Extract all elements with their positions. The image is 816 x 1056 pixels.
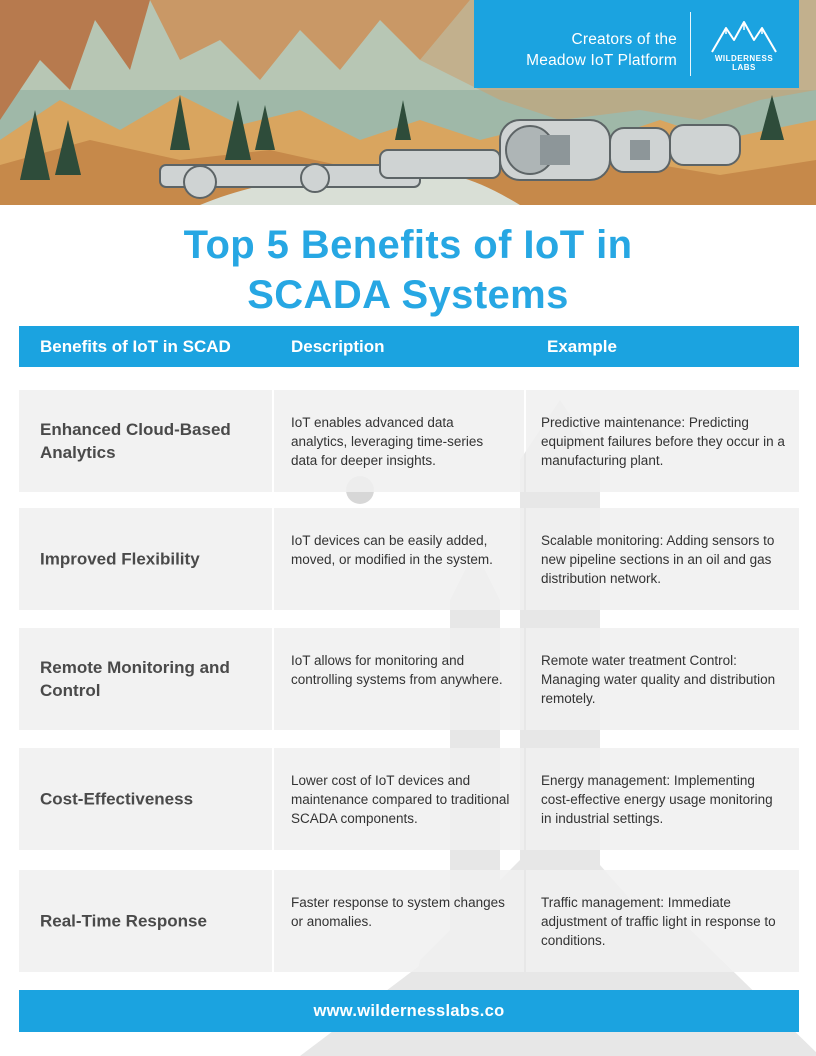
table-row [19,390,799,492]
description-cell [274,870,524,972]
benefit-cell [19,748,272,850]
brand-tagline-line1: Creators of the [571,31,677,48]
description-cell [274,748,524,850]
brand-tagline [457,29,677,71]
table-row [19,508,799,610]
table-row [19,748,799,850]
brand-box [474,0,799,88]
example-cell [526,748,799,850]
example-cell [526,390,799,492]
benefit-description: IoT allows for monitoring and controlling systems from anywhere. [291,653,503,687]
benefit-name: Improved Flexibility [40,549,200,569]
benefit-description: IoT devices can be easily added, moved, or modified in the system. [291,533,493,567]
title-line2: SCADA Systems [247,273,569,317]
example-cell [526,508,799,610]
table-row [19,628,799,730]
benefit-example: Predictive maintenance: Predicting equipment failures before they occur in a manufacturing plant. [541,415,785,468]
mountain-logo-icon [704,18,784,58]
benefit-description: IoT enables advanced data analytics, leveraging time-series data for deeper insights. [291,415,484,468]
example-cell [526,628,799,730]
description-cell [274,390,524,492]
benefit-example: Scalable monitoring: Adding sensors to new pipeline sections in an oil and gas distribution network. [541,533,775,586]
benefit-example: Remote water treatment Control: Managing water quality and distribution remotely. [541,653,776,706]
brand-tagline-line2: Meadow IoT Platform [526,52,677,69]
example-cell [526,870,799,972]
benefit-name: Enhanced Cloud-Based Analytics [40,420,231,462]
benefit-description: Lower cost of IoT devices and maintenance compared to traditional SCADA components. [291,773,510,826]
benefit-cell [19,390,272,492]
benefit-cell [19,870,272,972]
benefit-description: Faster response to system changes or anomalies. [291,895,505,929]
brand-divider [690,12,691,76]
page-title [0,220,816,320]
table-header [19,326,799,367]
benefit-name: Real-Time Response [40,911,207,931]
wilderness-labs-logo [704,18,784,72]
benefit-name: Cost-Effectiveness [40,789,194,809]
benefit-cell [19,628,272,730]
table-row [19,870,799,972]
column-header-example: Example [547,337,617,356]
column-header-benefit: Benefits of IoT in SCAD [40,337,231,356]
description-cell [274,628,524,730]
footer-website-link[interactable]: www.wildernesslabs.co [19,990,799,1032]
benefit-example: Energy management: Implementing cost-effective energy usage monitoring in industrial settings. [541,773,773,826]
benefit-cell [19,508,272,610]
benefit-name: Remote Monitoring and Control [40,658,230,700]
description-cell [274,508,524,610]
title-line1: Top 5 Benefits of IoT in [183,223,633,267]
benefit-example: Traffic management: Immediate adjustment of traffic light in response to conditions. [541,895,776,948]
column-header-description: Description [291,337,385,356]
logo-wordmark: WILDERNESS LABS [714,54,774,72]
